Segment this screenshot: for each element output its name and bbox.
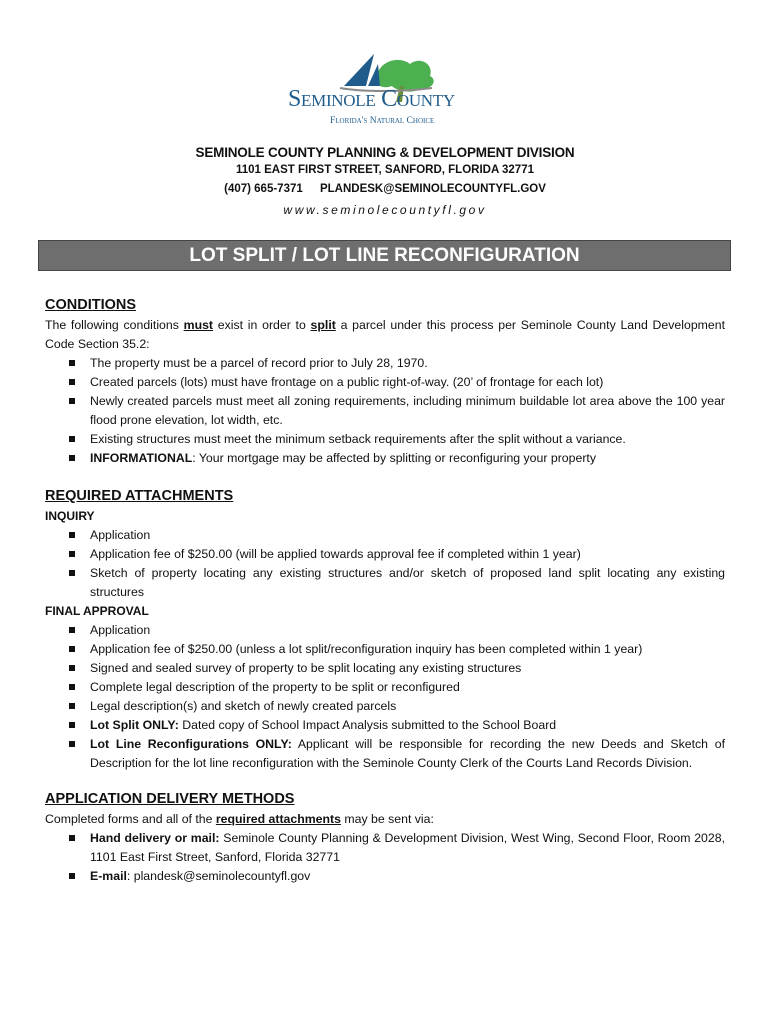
list-item: Application fee of $250.00 (will be applied towards approval fee if completed within 1 year) bbox=[45, 545, 725, 564]
list-item: Lot Line Reconfigurations ONLY: Applicant will be responsible for recording the new Deeds and Sketch of Description for the lot line reconfiguration with the Seminole County Clerk of the Courts Land Records Division. bbox=[45, 735, 725, 773]
inquiry-label: INQUIRY bbox=[45, 509, 95, 523]
attachments-heading: REQUIRED ATTACHMENTS bbox=[45, 488, 234, 504]
list-item: Lot Split ONLY: Dated copy of School Impact Analysis submitted to the School Board bbox=[45, 716, 725, 735]
division-title: SEMINOLE COUNTY PLANNING & DEVELOPMENT DIVISION bbox=[195, 145, 575, 160]
list-item: Existing structures must meet the minimum setback requirements after the split without a variance. bbox=[45, 430, 725, 449]
list-item: Application bbox=[45, 621, 725, 640]
conditions-list bbox=[45, 354, 725, 468]
inquiry-list bbox=[45, 526, 725, 602]
list-item: The property must be a parcel of record prior to July 28, 1970. bbox=[45, 354, 725, 373]
form-body bbox=[45, 294, 725, 886]
logo-name: Seminole County bbox=[288, 86, 455, 112]
list-item: Complete legal description of the property to be split or reconfigured bbox=[45, 678, 725, 697]
contact-line bbox=[0, 183, 770, 195]
delivery-heading: APPLICATION DELIVERY METHODS bbox=[45, 791, 295, 807]
logo-tagline: Florida's Natural Choice bbox=[330, 116, 435, 126]
division-email: PLANDESK@SEMINOLECOUNTYFL.GOV bbox=[319, 183, 546, 195]
conditions-intro: The following conditions must exist in order to split a parcel under this process per Seminole County Land Development Code Section 35.2: bbox=[45, 318, 725, 351]
list-item: Created parcels (lots) must have frontage on a public right-of-way. (20’ of frontage for each lot) bbox=[45, 373, 725, 392]
list-item: Newly created parcels must meet all zoning requirements, including minimum buildable lot area above the 100 year flood prone elevation, lot width, etc. bbox=[45, 392, 725, 430]
final-approval-list bbox=[45, 621, 725, 773]
logo-sail bbox=[344, 54, 374, 86]
list-item: Application fee of $250.00 (unless a lot split/reconfiguration inquiry has been completed within 1 year) bbox=[45, 640, 725, 659]
list-item: Application bbox=[45, 526, 725, 545]
list-item: Hand delivery or mail: Seminole County Planning & Development Division, West Wing, Second Floor, Room 2028, 1101 East First Street, Sanford, Florida 32771 bbox=[45, 829, 725, 867]
list-item: Sketch of property locating any existing structures and/or sketch of proposed land split locating any existing structures bbox=[45, 564, 725, 602]
form-title-banner: LOT SPLIT / LOT LINE RECONFIGURATION bbox=[38, 240, 731, 271]
division-address: 1101 EAST FIRST STREET, SANFORD, FLORIDA 32771 bbox=[235, 164, 534, 176]
delivery-list bbox=[45, 829, 725, 886]
delivery-intro: Completed forms and all of the required attachments may be sent via: bbox=[45, 812, 434, 826]
division-phone: (407) 665-7371 bbox=[224, 183, 303, 195]
list-item: Signed and sealed survey of property to be split locating any existing structures bbox=[45, 659, 725, 678]
list-item: E-mail: plandesk@seminolecountyfl.gov bbox=[45, 867, 725, 886]
final-approval-label: FINAL APPROVAL bbox=[45, 604, 149, 618]
list-item: Legal description(s) and sketch of newly created parcels bbox=[45, 697, 725, 716]
conditions-heading: CONDITIONS bbox=[45, 297, 137, 313]
list-item: INFORMATIONAL: Your mortgage may be affected by splitting or reconfiguring your property bbox=[45, 449, 725, 468]
division-website: www.seminolecountyfl.gov bbox=[283, 203, 487, 217]
